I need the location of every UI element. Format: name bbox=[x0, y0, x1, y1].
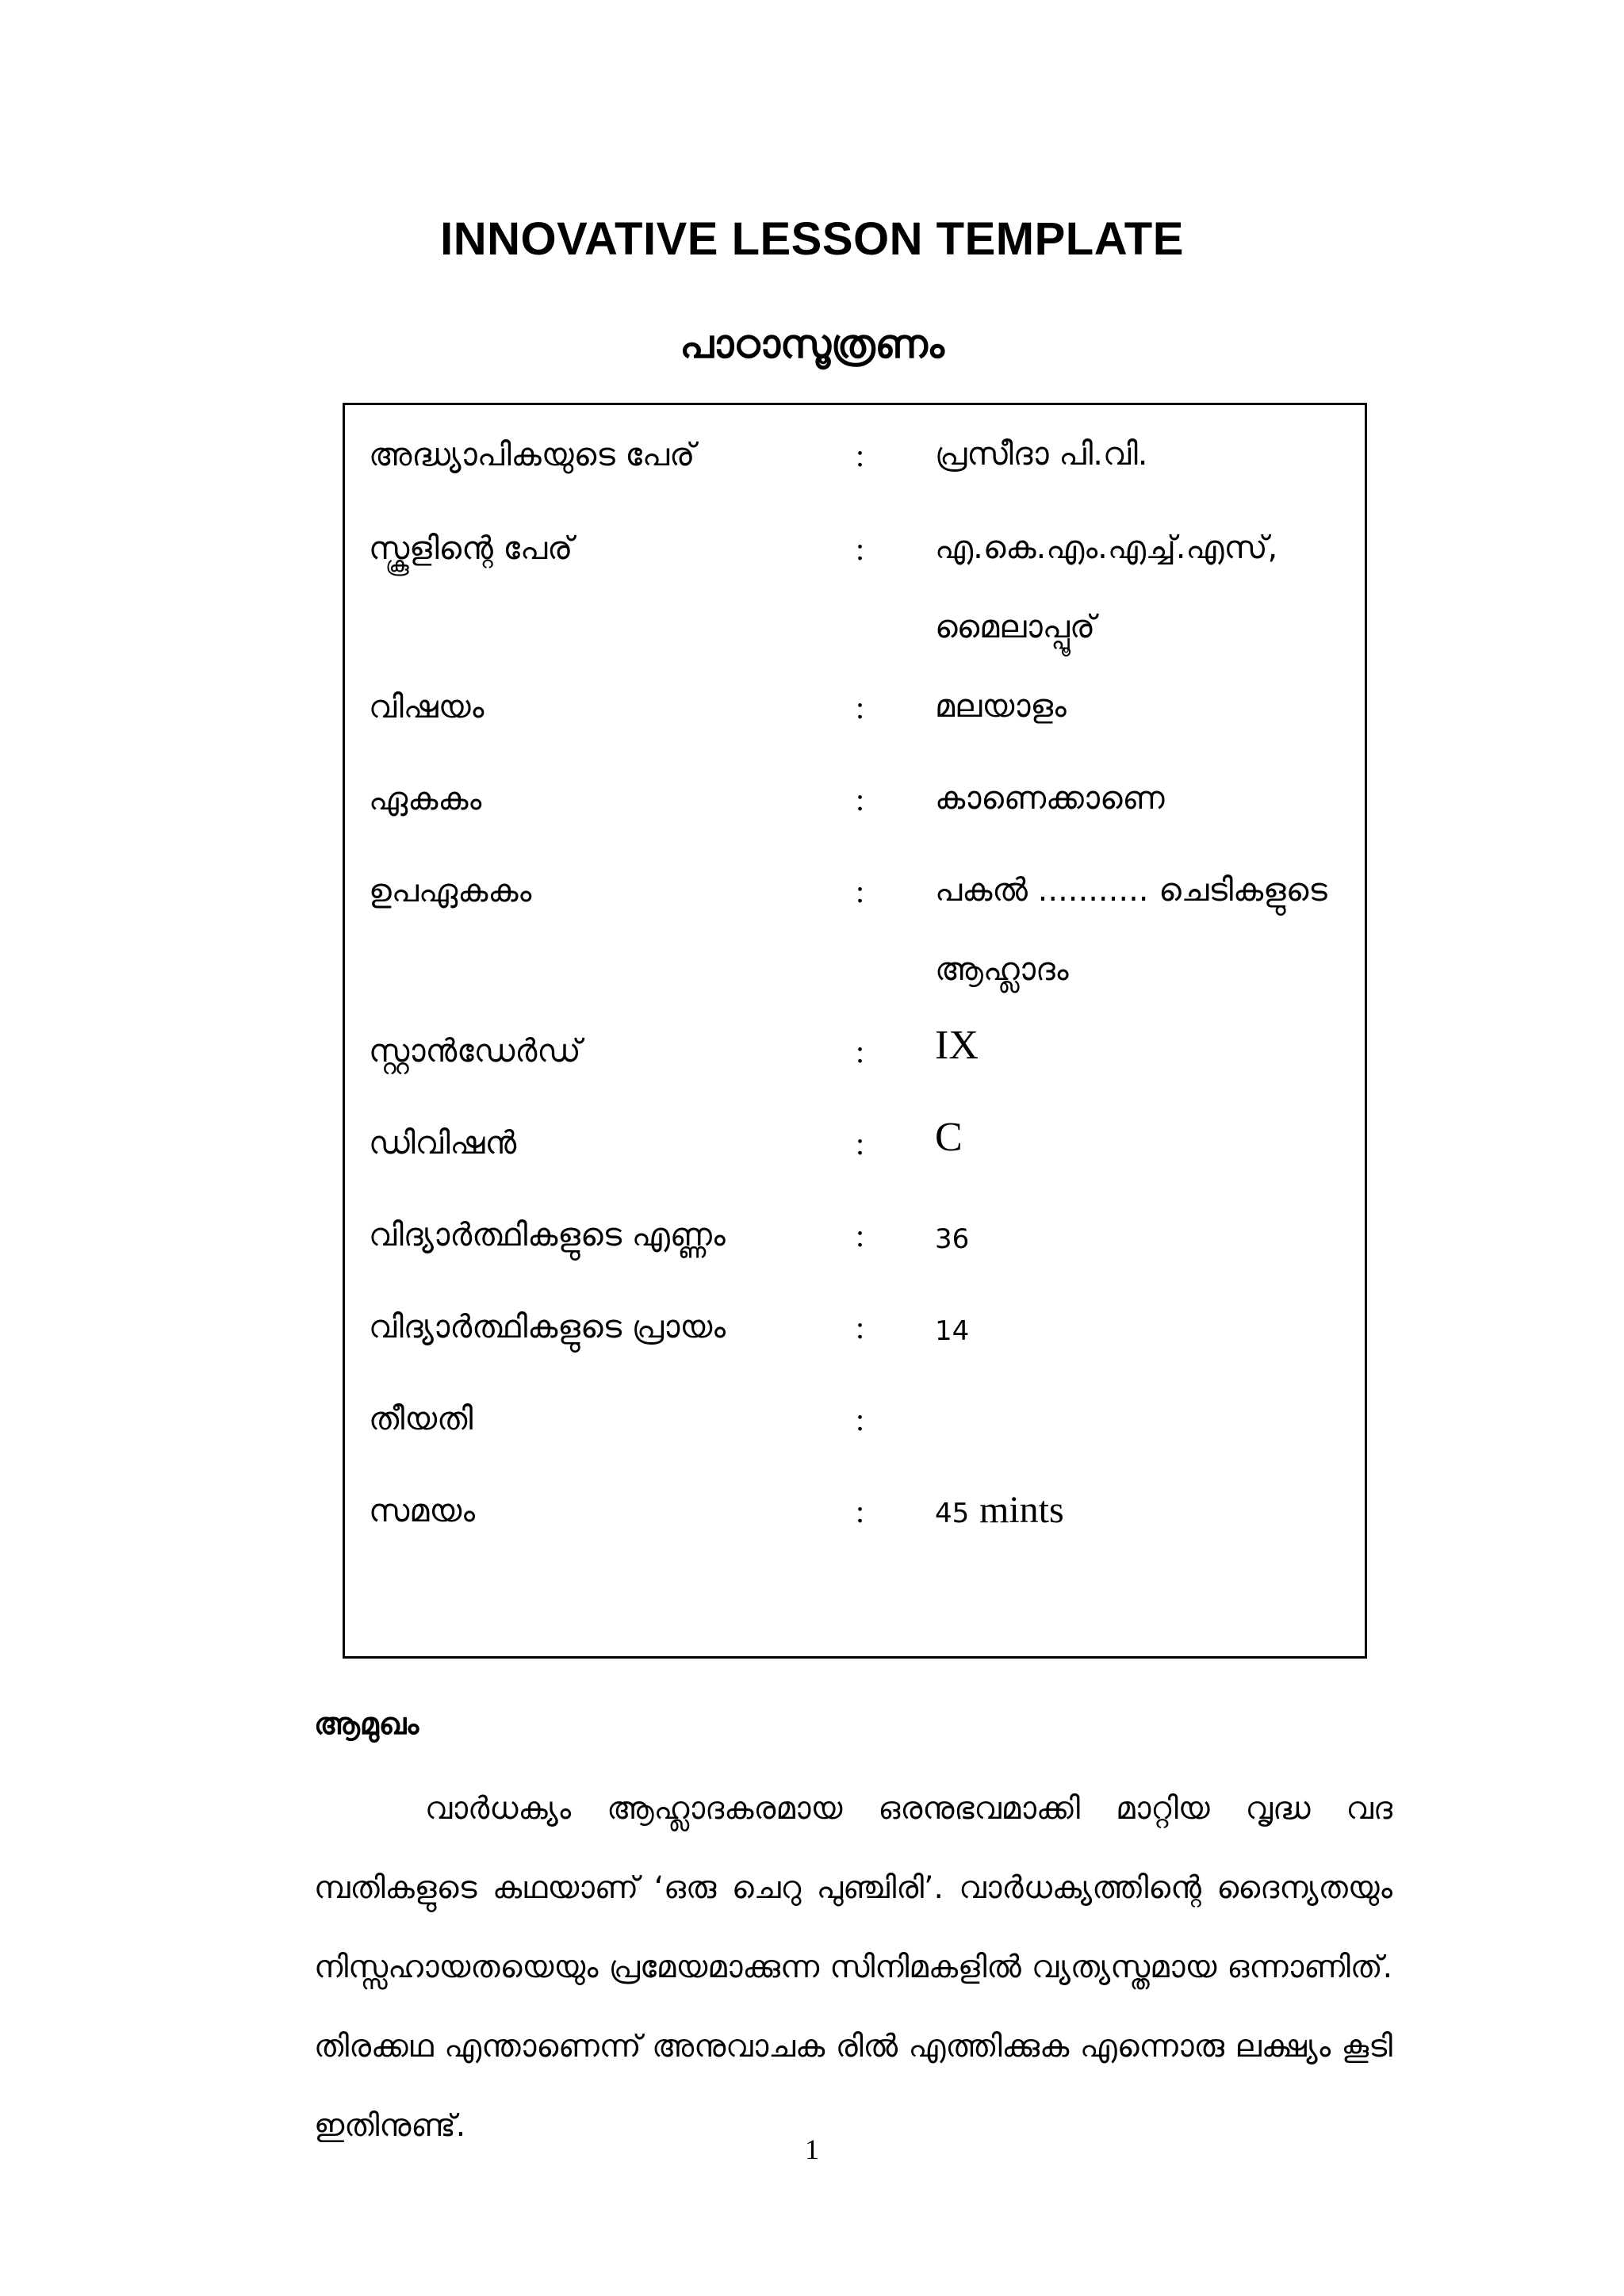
time-number: 45 bbox=[935, 1498, 970, 1529]
info-label: വിദ്യാർത്ഥികളുടെ എണ്ണം bbox=[369, 1217, 726, 1253]
intro-paragraph: വാർധക്യം ആഹ്ലാദകരമായ ഒരനുഭവമാക്കി മാറ്റിയ വൃദ്ധ വദ മ്പതികളുടെ കഥയാണ് ‘ഒരു ചെറു പുഞ്ചിരി’. വാർധക്യത്തിന്റെ ദൈന്യതയും നിസ്സഹായതയെയും പ്രമേയമാക്കുന്ന സിനിമകളിൽ വ്യത്യസ്തമായ ഒന്നാണിത്. തിരക്കഥ എന്താണെന്ന് അനുവാചക രിൽ എത്തിക്കുക എന്നൊരു ലക്ഷ്യം കൂടി ഇതിനുണ്ട്. bbox=[314, 1791, 1392, 2144]
info-colon: : bbox=[856, 1310, 865, 1345]
info-value: 36 bbox=[935, 1223, 970, 1255]
info-value bbox=[935, 1471, 1355, 1553]
info-label: ഡിവിഷൻ bbox=[369, 1125, 517, 1161]
info-label: ഏകകം bbox=[369, 781, 482, 817]
page-number: 1 bbox=[805, 2133, 819, 2165]
info-label: സ്കൂളിന്റെ പേര് bbox=[369, 530, 573, 567]
page-title: INNOVATIVE LESSON TEMPLATE bbox=[440, 213, 1184, 265]
info-colon: : bbox=[856, 1402, 865, 1437]
info-label: സ്റ്റാൻഡേർഡ് bbox=[369, 1033, 581, 1070]
info-colon: : bbox=[856, 1126, 865, 1161]
time-unit: mints bbox=[979, 1489, 1064, 1531]
info-colon: : bbox=[856, 438, 865, 473]
info-label: അദ്ധ്യാപികയുടെ പേര് bbox=[369, 437, 695, 473]
info-value: 14 bbox=[935, 1315, 970, 1347]
info-value: എ.കെ.എം.എച്ച്.എസ്, മൈലാപ്പൂര് bbox=[935, 530, 1278, 645]
page-subtitle: പാഠാസൂത്രണം bbox=[680, 321, 944, 367]
info-colon: : bbox=[856, 531, 865, 567]
info-colon: : bbox=[856, 874, 865, 909]
info-colon: : bbox=[856, 690, 865, 725]
info-colon: : bbox=[856, 1494, 865, 1529]
info-value: കാണെക്കാണെ bbox=[935, 780, 1165, 817]
info-label: ഉപഏകകം bbox=[369, 873, 532, 909]
info-label: സമയം bbox=[369, 1493, 476, 1529]
info-colon: : bbox=[856, 1034, 865, 1070]
info-value: C bbox=[935, 1115, 963, 1160]
info-colon: : bbox=[856, 1218, 865, 1253]
info-value: പകൽ ........... ചെടികളുടെ ആഹ്ലാദം bbox=[935, 872, 1327, 988]
info-colon: : bbox=[856, 782, 865, 817]
info-value: പ്രസീദാ പി.വി. bbox=[935, 436, 1148, 473]
info-label: വിഷയം bbox=[369, 689, 485, 725]
lesson-info-box bbox=[343, 403, 1367, 1659]
info-value: മലയാളം bbox=[935, 688, 1067, 725]
info-label: വിദ്യാർത്ഥികളുടെ പ്രായം bbox=[369, 1309, 726, 1345]
info-value: IX bbox=[935, 1023, 979, 1068]
info-label: തീയതി bbox=[369, 1401, 473, 1437]
intro-heading: ആമുഖം bbox=[314, 1706, 419, 1741]
